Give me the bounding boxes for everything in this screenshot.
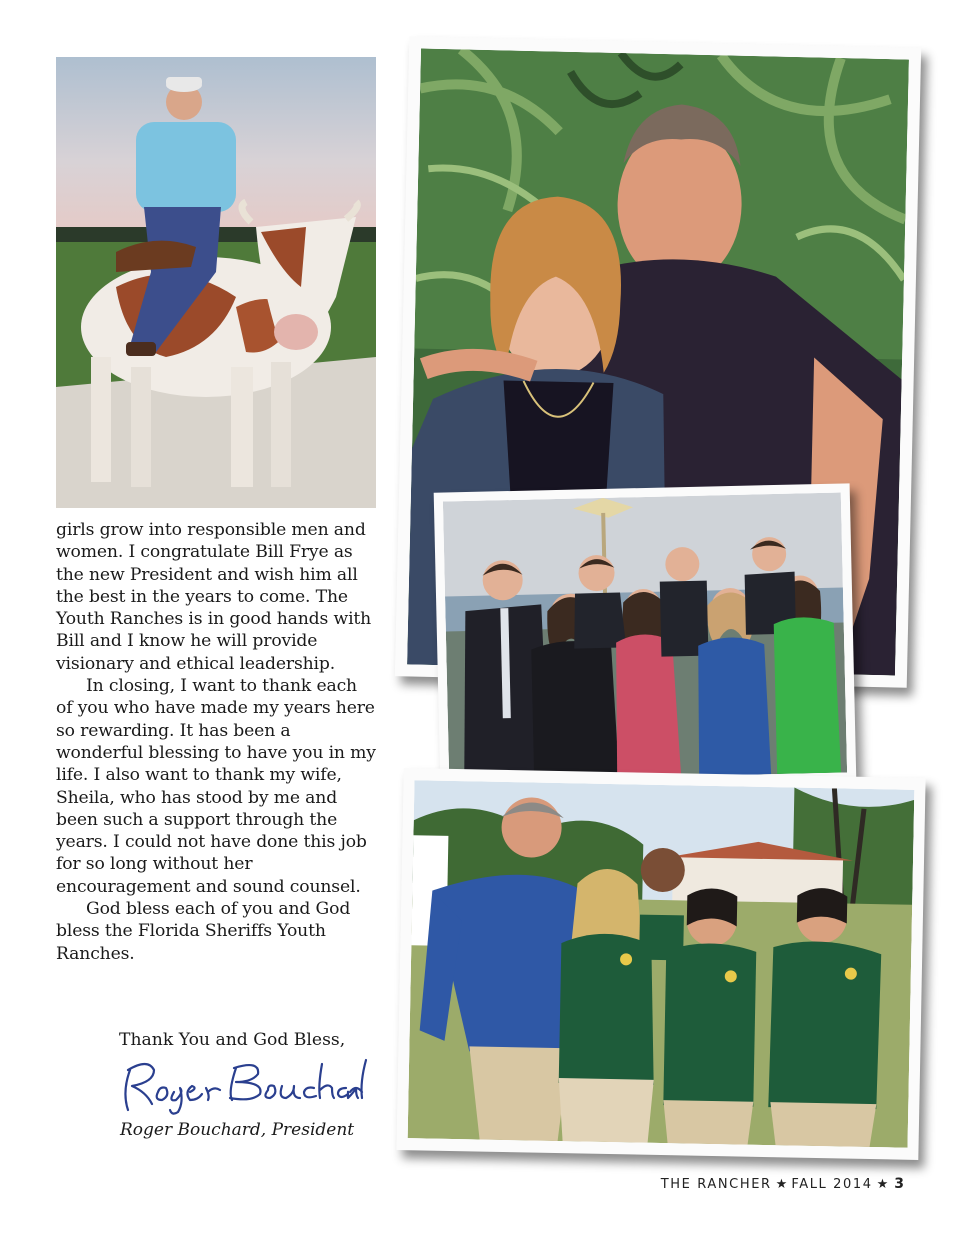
signer-name: Roger Bouchard, President	[120, 1120, 355, 1140]
page-footer	[661, 1176, 904, 1192]
handwritten-signature	[118, 1052, 368, 1116]
publication-name: THE RANCHER	[660, 1177, 772, 1192]
star-icon: ★	[876, 1177, 889, 1192]
paragraph-1: girls grow into responsible men and women. I congratulate Bill Frye as the new President and wish him all the best in the years to come. The Youth Ranches is in good hands with Bill and I know he will provide visionary and ethical leadership.	[56, 520, 372, 674]
issue-label: FALL 2014	[791, 1177, 873, 1192]
star-icon: ★	[775, 1177, 788, 1192]
photo-group-dressed-up	[434, 483, 857, 790]
closing-line: Thank You and God Bless,	[119, 1030, 346, 1050]
paragraph-2: In closing, I want to thank each of you who have made my years here so rewarding. It has been a wonderful blessing to have you in my life. I also want to thank my wife, Sheila, who has stood by me and been such a support through the years. I could not have done this job for so long without her encouragement and sound counsel.	[56, 676, 376, 897]
photo-man-on-cow	[56, 57, 376, 508]
photo-staff-with-youth	[396, 768, 925, 1160]
paragraph-3: God bless each of you and God bless the Florida Sheriffs Youth Ranches.	[56, 899, 351, 964]
page-number: 3	[894, 1176, 904, 1192]
article-body	[56, 519, 378, 965]
